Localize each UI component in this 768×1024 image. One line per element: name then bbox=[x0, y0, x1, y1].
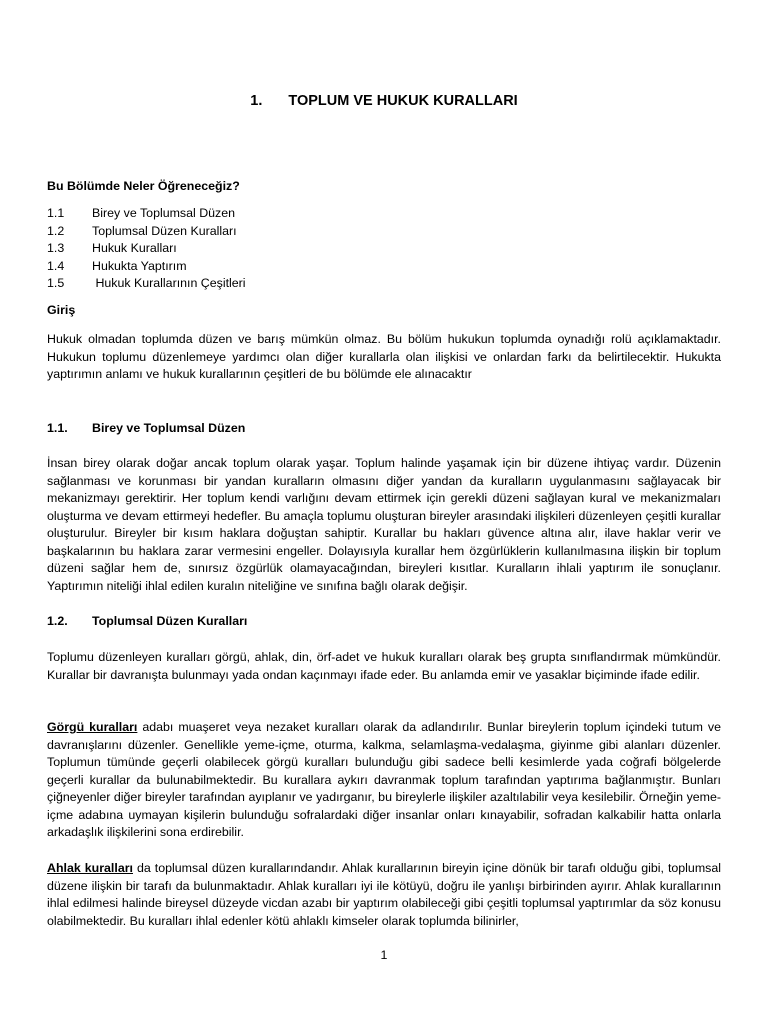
toc-item bbox=[47, 205, 721, 223]
chapter-title-text: TOPLUM VE HUKUK KURALLARI bbox=[288, 93, 518, 109]
section-title: Toplumsal Düzen Kuralları bbox=[92, 614, 248, 628]
term-gorgu: Görgü kuralları bbox=[47, 720, 138, 734]
gorgu-paragraph bbox=[47, 719, 721, 842]
chapter-title bbox=[0, 93, 768, 109]
learn-heading: Bu Bölümde Neler Öğreneceğiz? bbox=[47, 179, 240, 193]
toc-item-number: 1.5 bbox=[47, 276, 65, 291]
toc-item-number: 1.4 bbox=[47, 258, 65, 273]
toc-list bbox=[47, 205, 721, 293]
intro-heading: Giriş bbox=[47, 303, 76, 317]
toc-item-number: 1.2 bbox=[47, 223, 65, 238]
toc-item-label: Toplumsal Düzen Kuralları bbox=[92, 223, 237, 238]
toc-item bbox=[47, 258, 721, 276]
toc-item bbox=[47, 275, 721, 293]
gorgu-text: adabı muaşeret veya nezaket kuralları olarak da adlandırılır. Bunlar bireylerin toplum içindeki tutum ve davranışlarını düzenler. Genellikle yeme-içme, oturma, kalkma, selamlaşma-vedalaşma, giyinme gibi alanları düzenler. Toplumun tümünde geçerli olabilecek görgü kuralları bulunduğu gibi sadece belli kesimlerde yada coğrafi bölgelerde geçerli kurallar da bulunabilmektedir. Bu kurallara aykırı davranmak toplum tarafından yaptırıma bağlanmıştır. Bunları çiğneyenler diğer bireyler tarafından ayıplanır ve yadırganır, bu bireylerle ilişkiler azaltılabilir veya kesilebilir. Örneğin yeme-içme adabına uymayan kişilerin bulunduğu sofralardaki diğer insanlar onları kınayabilir, sofradan kalkabilir hatta onlarla arkadaşlık ilişkilerini sona erdirebilir. bbox=[47, 720, 721, 839]
section-title: Birey ve Toplumsal Düzen bbox=[92, 421, 246, 435]
term-ahlak: Ahlak kuralları bbox=[47, 861, 133, 875]
section-paragraph: Toplumu düzenleyen kuralları görgü, ahlak, din, örf-adet ve hukuk kuralları olarak beş grupta sınıflandırmak mümkündür. Kurallar bir davranışta bulunmayı yada ondan kaçınmayı ifade eder. Bu anlamda emir ve yasaklar biçiminde ifade edilir. bbox=[47, 650, 721, 682]
intro-paragraph: Hukuk olmadan toplumda düzen ve barış mümkün olmaz. Bu bölüm hukukun toplumda oynadığı rolü açıklamaktadır. Hukukun toplumu düzenlemeye yardımcı olan diğer kurallarla olan ilişkisi ve onlardan farkı da belirtilecektir. Hukukta yaptırımın anlamı ve hukuk kurallarının çeşitleri de bu bölümde ele alınacaktır bbox=[47, 332, 721, 381]
toc-item-number: 1.3 bbox=[47, 241, 65, 256]
page-number: 1 bbox=[380, 948, 388, 962]
toc-item-label: Hukukta Yaptırım bbox=[92, 258, 187, 273]
toc-item-number: 1.1 bbox=[47, 206, 65, 220]
toc-item bbox=[47, 240, 721, 258]
chapter-number: 1. bbox=[250, 93, 263, 109]
ahlak-paragraph bbox=[47, 860, 721, 930]
section-number: 1.2. bbox=[47, 614, 68, 628]
section-paragraph: İnsan birey olarak doğar ancak toplum olarak yaşar. Toplum halinde yaşamak için bir düzene ihtiyaç vardır. Düzenin sağlanması ve korunması bir yandan kuralların olmasını diğer yandan da kuralların uygulanmasını sağlayacak bir mekanizmayı gerektirir. Her toplum kendi varlığını devam ettirmek için gerekli düzeni sağlayan kural ve mekanizmaları oluşturma ve devam ettirmeyi hedefler. Bu amaçla toplumu oluşturan bireyler arasındaki ilişkileri düzenleyen çeşitli kurallar oluşturulur. Bireyler bir kısım haklara doğuştan sahiptir. Kurallar bu hakları güvence altına alır, ilave haklar verir ve başkalarının bu haklara zarar vermesini engeller. Dolayısıyla kurallar hem özgürlüklerin kullanılmasına ilişkin bir toplum düzeni sağlar hem de, sınırsız özgürlük olamayacağından, bireyleri kısıtlar. Kuralların ihlali yaptırım ile sonuçlanır. Yaptırımın niteliği ihlal edilen kuralın niteliğine ve sınıfına bağlı olarak değişir. bbox=[47, 456, 721, 593]
toc-item-label: Birey ve Toplumsal Düzen bbox=[92, 206, 236, 220]
section-number: 1.1. bbox=[47, 421, 68, 435]
section-heading bbox=[47, 421, 721, 435]
toc-item-label: Hukuk Kuralları bbox=[92, 241, 177, 256]
ahlak-text: da toplumsal düzen kurallarındandır. Ahlak kurallarının bireyin içine dönük bir tarafı olduğu gibi, toplumsal düzene ilişkin bir tarafı da bulunmaktadır. Ahlak kuralları iyi ile kötüyü, doğru ile yanlışı birbirinden ayırır. Ahlak kurallarının ihlal edilmesi halinde bireysel düzeyde vicdan azabı bir yaptırım olabileceği gibi çeşitli toplumsal yaptırımlar da söz konusu olabilmektedir. Bu kuralları ihlal edenler kötü ahlaklı kimseler olarak toplumda bilinirler, bbox=[47, 861, 721, 928]
toc-item-label: Hukuk Kurallarının Çeşitleri bbox=[92, 276, 246, 291]
section-heading bbox=[47, 614, 721, 628]
toc-item bbox=[47, 223, 721, 241]
